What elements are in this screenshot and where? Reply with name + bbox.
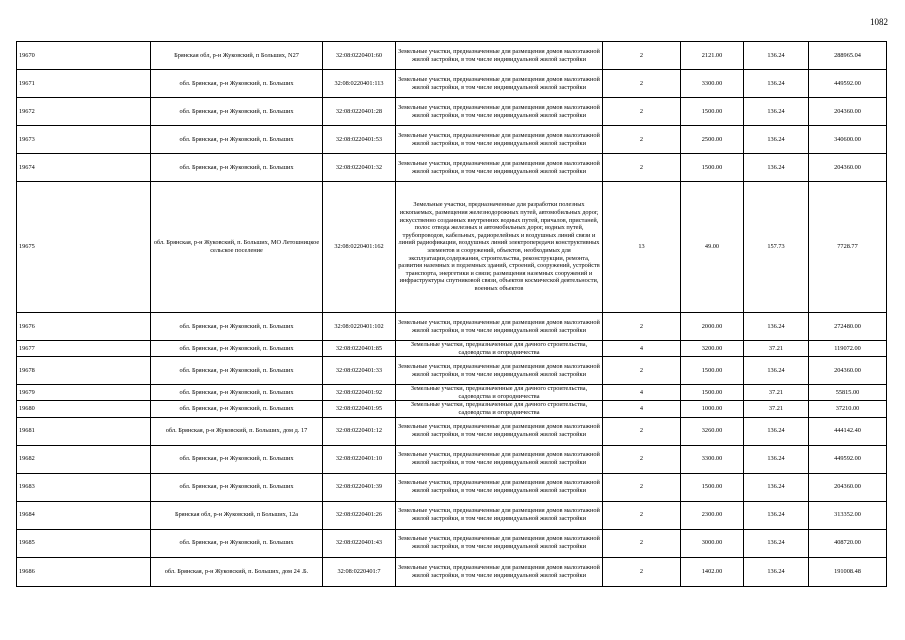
- row-number: 19678: [17, 357, 151, 385]
- row-class: 2: [603, 154, 681, 182]
- row-number: 19671: [17, 70, 151, 98]
- row-cadastral-value: 204360.00: [809, 98, 887, 126]
- row-cadastral-value: 449592.00: [809, 70, 887, 98]
- row-cadastral-value: 272480.00: [809, 313, 887, 341]
- row-number: 19675: [17, 182, 151, 313]
- row-rate: 136.24: [744, 42, 809, 70]
- row-address: обл. Брянская, р-н Жуковский, п. Больших: [151, 126, 323, 154]
- table-row: [17, 385, 887, 401]
- row-land-category: Земельные участки, предназначенные для размещения домов малоэтажной жилой застройки, в том числе индивидуальной жилой застройки: [396, 357, 603, 385]
- row-class: 2: [603, 445, 681, 473]
- row-area: 49.00: [681, 182, 744, 313]
- row-rate: 157.73: [744, 182, 809, 313]
- row-cadastral-value: 204360.00: [809, 473, 887, 501]
- table-row: [17, 557, 887, 586]
- row-address: Брянская обл, р-н Жуковский, п Больших, 12а: [151, 501, 323, 529]
- row-number: 19684: [17, 501, 151, 529]
- row-rate: 136.24: [744, 313, 809, 341]
- row-cadastral-number: 32:08:0220401:43: [323, 529, 396, 557]
- row-land-category: Земельные участки, предназначенные для размещения домов малоэтажной жилой застройки, в том числе индивидуальной жилой застройки: [396, 557, 603, 586]
- row-rate: 37.21: [744, 385, 809, 401]
- row-class: 2: [603, 42, 681, 70]
- row-address: обл. Брянская, р-н Жуковский, п. Больших, дом 24 .Б.: [151, 557, 323, 586]
- row-area: 1500.00: [681, 473, 744, 501]
- row-cadastral-number: 32:08:0220401:32: [323, 154, 396, 182]
- row-cadastral-number: 32:08:0220401:92: [323, 385, 396, 401]
- row-area: 3300.00: [681, 70, 744, 98]
- row-class: 4: [603, 401, 681, 417]
- row-number: 19670: [17, 42, 151, 70]
- row-cadastral-number: 32:08:0220401:162: [323, 182, 396, 313]
- row-class: 4: [603, 341, 681, 357]
- row-class: 13: [603, 182, 681, 313]
- row-address: обл. Брянская, р-н Жуковский, п. Больших: [151, 385, 323, 401]
- row-land-category: Земельные участки, предназначенные для размещения домов малоэтажной жилой застройки, в том числе индивидуальной жилой застройки: [396, 501, 603, 529]
- table-row: [17, 357, 887, 385]
- row-cadastral-value: 55815.00: [809, 385, 887, 401]
- row-area: 1500.00: [681, 154, 744, 182]
- row-address: обл. Брянская, р-н Жуковский, п. Больших: [151, 70, 323, 98]
- row-address: обл. Брянская, р-н Жуковский, п. Больших, дом д. 17: [151, 417, 323, 445]
- row-class: 2: [603, 126, 681, 154]
- row-cadastral-number: 32:08:0220401:60: [323, 42, 396, 70]
- row-address: обл. Брянская, р-н Жуковский, п. Больших, МО Летошницкое сельское поселение: [151, 182, 323, 313]
- row-cadastral-value: 288965.04: [809, 42, 887, 70]
- row-address: обл. Брянская, р-н Жуковский, п. Больших: [151, 529, 323, 557]
- row-rate: 136.24: [744, 445, 809, 473]
- row-land-category: Земельные участки, предназначенные для размещения домов малоэтажной жилой застройки, в том числе индивидуальной жилой застройки: [396, 154, 603, 182]
- row-area: 3300.00: [681, 445, 744, 473]
- row-address: обл. Брянская, р-н Жуковский, п. Больших: [151, 341, 323, 357]
- table-row: [17, 313, 887, 341]
- row-class: 2: [603, 98, 681, 126]
- row-address: обл. Брянская, р-н Жуковский, п. Больших: [151, 154, 323, 182]
- row-land-category: Земельные участки, предназначенные для размещения домов малоэтажной жилой застройки, в том числе индивидуальной жилой застройки: [396, 313, 603, 341]
- row-rate: 136.24: [744, 473, 809, 501]
- row-cadastral-value: 340600.00: [809, 126, 887, 154]
- row-class: 2: [603, 557, 681, 586]
- row-class: 2: [603, 473, 681, 501]
- row-address: обл. Брянская, р-н Жуковский, п. Больших: [151, 357, 323, 385]
- row-cadastral-value: 449592.00: [809, 445, 887, 473]
- row-class: 4: [603, 385, 681, 401]
- row-cadastral-value: 204360.00: [809, 154, 887, 182]
- row-rate: 136.24: [744, 529, 809, 557]
- row-address: Брянская обл, р-н Жуковский, п Больших, N27: [151, 42, 323, 70]
- row-area: 2500.00: [681, 126, 744, 154]
- row-number: 19674: [17, 154, 151, 182]
- table-row: [17, 126, 887, 154]
- row-cadastral-value: 313352.00: [809, 501, 887, 529]
- table-row: [17, 182, 887, 313]
- row-land-category: Земельные участки, предназначенные для размещения домов малоэтажной жилой застройки, в том числе индивидуальной жилой застройки: [396, 445, 603, 473]
- row-cadastral-value: 204360.00: [809, 357, 887, 385]
- row-cadastral-number: 32:08:0220401:39: [323, 473, 396, 501]
- row-cadastral-number: 32:08:0220401:7: [323, 557, 396, 586]
- row-area: 1402.00: [681, 557, 744, 586]
- row-number: 19676: [17, 313, 151, 341]
- row-area: 2121.00: [681, 42, 744, 70]
- row-rate: 136.24: [744, 501, 809, 529]
- row-land-category: Земельные участки, предназначенные для размещения домов малоэтажной жилой застройки, в том числе индивидуальной жилой застройки: [396, 70, 603, 98]
- page-number: 1082: [870, 17, 888, 27]
- row-area: 2000.00: [681, 313, 744, 341]
- row-cadastral-number: 32:08:0220401:102: [323, 313, 396, 341]
- row-rate: 136.24: [744, 154, 809, 182]
- table-row: [17, 501, 887, 529]
- row-number: 19680: [17, 401, 151, 417]
- row-address: обл. Брянская, р-н Жуковский, п. Больших: [151, 445, 323, 473]
- row-rate: 136.24: [744, 357, 809, 385]
- row-area: 3200.00: [681, 341, 744, 357]
- row-cadastral-number: 32:08:0220401:12: [323, 417, 396, 445]
- row-cadastral-number: 32:08:0220401:53: [323, 126, 396, 154]
- row-address: обл. Брянская, р-н Жуковский, п. Больших: [151, 98, 323, 126]
- table-row: [17, 417, 887, 445]
- row-area: 3260.00: [681, 417, 744, 445]
- row-land-category: Земельные участки, предназначенные для разработки полезных ископаемых, размещения железнодорожных путей, автомобильных дорог, искусственно созданных внутренних водных путей, причалов, пристаней, полос отвода железных и автомобильных дорог, водных путей, трубопроводов, кабельных, радиорелейных и воздушных линий связи и линий радиофикации, воздушных линий электропередачи конструктивных элементов и сооружений, объектов, необходимых для эксплуатации,содержания, строительства, реконструкции, ремонта, развития наземных и подземных зданий, строений, сооружений, устройств транспорта, энергетики и связи; размещения наземных сооружений и инфраструктуры спутниковой связи, объектов космической деятельности, военных объектов: [396, 182, 603, 313]
- row-land-category: Земельные участки, предназначенные для размещения домов малоэтажной жилой застройки, в том числе индивидуальной жилой застройки: [396, 126, 603, 154]
- row-number: 19681: [17, 417, 151, 445]
- row-number: 19685: [17, 529, 151, 557]
- row-cadastral-number: 32:08:0220401:10: [323, 445, 396, 473]
- row-class: 2: [603, 357, 681, 385]
- row-rate: 37.21: [744, 401, 809, 417]
- table-row: [17, 70, 887, 98]
- row-land-category: Земельные участки, предназначенные для размещения домов малоэтажной жилой застройки, в том числе индивидуальной жилой застройки: [396, 42, 603, 70]
- row-number: 19672: [17, 98, 151, 126]
- row-cadastral-value: 444142.40: [809, 417, 887, 445]
- row-cadastral-value: 191008.48: [809, 557, 887, 586]
- row-land-category: Земельные участки, предназначенные для размещения домов малоэтажной жилой застройки, в том числе индивидуальной жилой застройки: [396, 473, 603, 501]
- row-number: 19683: [17, 473, 151, 501]
- row-cadastral-number: 32:08:0220401:95: [323, 401, 396, 417]
- row-area: 3000.00: [681, 529, 744, 557]
- table-row: [17, 42, 887, 70]
- row-land-category: Земельные участки, предназначенные для дачного строительства, садоводства и огородничества: [396, 341, 603, 357]
- table-row: [17, 154, 887, 182]
- row-rate: 136.24: [744, 70, 809, 98]
- row-number: 19677: [17, 341, 151, 357]
- row-cadastral-number: 32:08:0220401:85: [323, 341, 396, 357]
- table-row: [17, 341, 887, 357]
- row-cadastral-number: 32:08:0220401:33: [323, 357, 396, 385]
- row-rate: 136.24: [744, 98, 809, 126]
- row-class: 2: [603, 417, 681, 445]
- row-address: обл. Брянская, р-н Жуковский, п. Больших: [151, 401, 323, 417]
- row-cadastral-number: 32:08:0220401:28: [323, 98, 396, 126]
- row-land-category: Земельные участки, предназначенные для размещения домов малоэтажной жилой застройки, в том числе индивидуальной жилой застройки: [396, 529, 603, 557]
- row-land-category: Земельные участки, предназначенные для дачного строительства, садоводства и огородничества: [396, 401, 603, 417]
- row-land-category: Земельные участки, предназначенные для дачного строительства, садоводства и огородничества: [396, 385, 603, 401]
- table-row: [17, 445, 887, 473]
- cadastral-value-table: [16, 41, 887, 587]
- row-cadastral-value: 7728.77: [809, 182, 887, 313]
- row-class: 2: [603, 70, 681, 98]
- row-cadastral-value: 119072.00: [809, 341, 887, 357]
- row-area: 1000.00: [681, 401, 744, 417]
- row-number: 19679: [17, 385, 151, 401]
- row-rate: 37.21: [744, 341, 809, 357]
- row-cadastral-number: 32:08:0220401:26: [323, 501, 396, 529]
- row-class: 2: [603, 313, 681, 341]
- row-area: 1500.00: [681, 357, 744, 385]
- row-cadastral-value: 408720.00: [809, 529, 887, 557]
- row-rate: 136.24: [744, 126, 809, 154]
- row-address: обл. Брянская, р-н Жуковский, п. Больших: [151, 313, 323, 341]
- row-cadastral-number: 32:08:0220401:113: [323, 70, 396, 98]
- row-number: 19686: [17, 557, 151, 586]
- row-cadastral-value: 37210.00: [809, 401, 887, 417]
- row-number: 19682: [17, 445, 151, 473]
- row-area: 1500.00: [681, 385, 744, 401]
- row-land-category: Земельные участки, предназначенные для размещения домов малоэтажной жилой застройки, в том числе индивидуальной жилой застройки: [396, 417, 603, 445]
- table-row: [17, 401, 887, 417]
- row-class: 2: [603, 501, 681, 529]
- row-land-category: Земельные участки, предназначенные для размещения домов малоэтажной жилой застройки, в том числе индивидуальной жилой застройки: [396, 98, 603, 126]
- row-area: 2300.00: [681, 501, 744, 529]
- row-address: обл. Брянская, р-н Жуковский, п. Больших: [151, 473, 323, 501]
- table-row: [17, 98, 887, 126]
- row-rate: 136.24: [744, 417, 809, 445]
- row-number: 19673: [17, 126, 151, 154]
- table-row: [17, 529, 887, 557]
- row-rate: 136.24: [744, 557, 809, 586]
- row-area: 1500.00: [681, 98, 744, 126]
- row-class: 2: [603, 529, 681, 557]
- table-row: [17, 473, 887, 501]
